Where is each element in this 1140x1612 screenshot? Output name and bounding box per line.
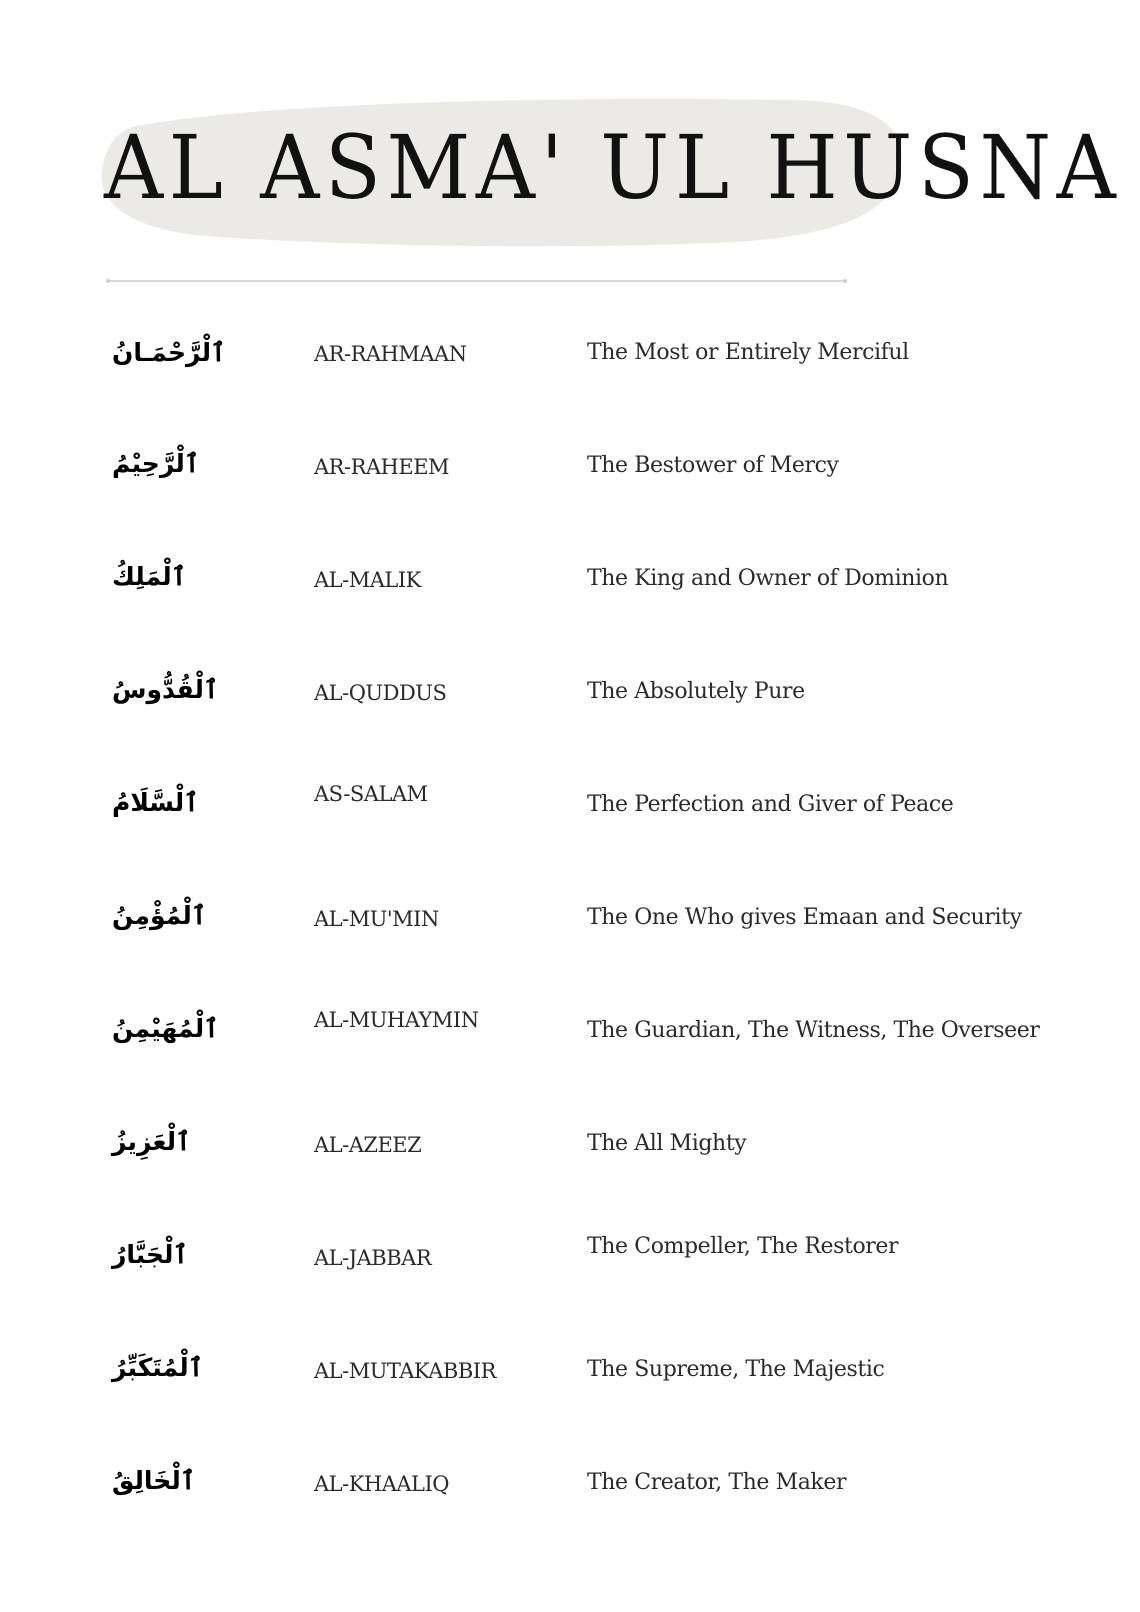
meaning: The Perfection and Giver of Peace [587, 792, 954, 817]
arabic-name: ٱلْرَّحْمَـانُ [112, 338, 226, 367]
transliteration: AR-RAHMAAN [314, 342, 467, 366]
transliteration: AL-JABBAR [314, 1246, 432, 1270]
arabic-name: ٱلْمُهَيْمِنُ [112, 1014, 219, 1043]
arabic-name: ٱلْمُؤْمِنُ [112, 901, 207, 930]
name-row [0, 330, 1140, 390]
name-row [0, 1347, 1140, 1407]
meaning: The King and Owner of Dominion [587, 566, 949, 591]
arabic-name: ٱلْجَبَّارُ [112, 1240, 189, 1269]
meaning: The Most or Entirely Merciful [587, 340, 909, 365]
arabic-name: ٱلْسَّلَامُ [112, 788, 199, 817]
transliteration: AL-QUDDUS [314, 681, 447, 705]
title-divider [108, 280, 845, 282]
name-row [0, 895, 1140, 955]
name-row [0, 443, 1140, 503]
transliteration: AL-MU'MIN [314, 907, 439, 931]
name-row [0, 1460, 1140, 1520]
arabic-name: ٱلْمُتَكَبِّرُ [112, 1353, 204, 1382]
meaning: The Creator, The Maker [587, 1470, 847, 1495]
transliteration: AL-KHAALIQ [314, 1472, 449, 1496]
meaning: The One Who gives Emaan and Security [587, 905, 1022, 930]
meaning: The Bestower of Mercy [587, 453, 839, 478]
meaning: The All Mighty [587, 1131, 747, 1156]
arabic-name: ٱلْمَلِكُ [112, 562, 187, 591]
meaning: The Supreme, The Majestic [587, 1357, 885, 1382]
name-row [0, 1008, 1140, 1068]
transliteration: AL-MALIK [314, 568, 421, 592]
name-row [0, 669, 1140, 729]
page-title: AL ASMA' UL HUSNA [104, 116, 1122, 219]
transliteration: AS-SALAM [314, 782, 428, 806]
arabic-name: ٱلْخَالِقُ [112, 1466, 196, 1495]
name-row [0, 1234, 1140, 1294]
name-row [0, 1121, 1140, 1181]
transliteration: AL-MUHAYMIN [314, 1008, 479, 1032]
meaning: The Guardian, The Witness, The Overseer [587, 1018, 1040, 1043]
transliteration: AR-RAHEEM [314, 455, 450, 479]
arabic-name: ٱلْرَّحِيْمُ [112, 449, 200, 478]
name-row [0, 556, 1140, 616]
arabic-name: ٱلْقُدُّوسُ [112, 675, 219, 704]
meaning: The Absolutely Pure [587, 679, 805, 704]
transliteration: AL-AZEEZ [314, 1133, 422, 1157]
name-row [0, 782, 1140, 842]
transliteration: AL-MUTAKABBIR [314, 1359, 496, 1383]
meaning: The Compeller, The Restorer [587, 1234, 899, 1259]
arabic-name: ٱلْعَزِيزُ [112, 1127, 191, 1156]
